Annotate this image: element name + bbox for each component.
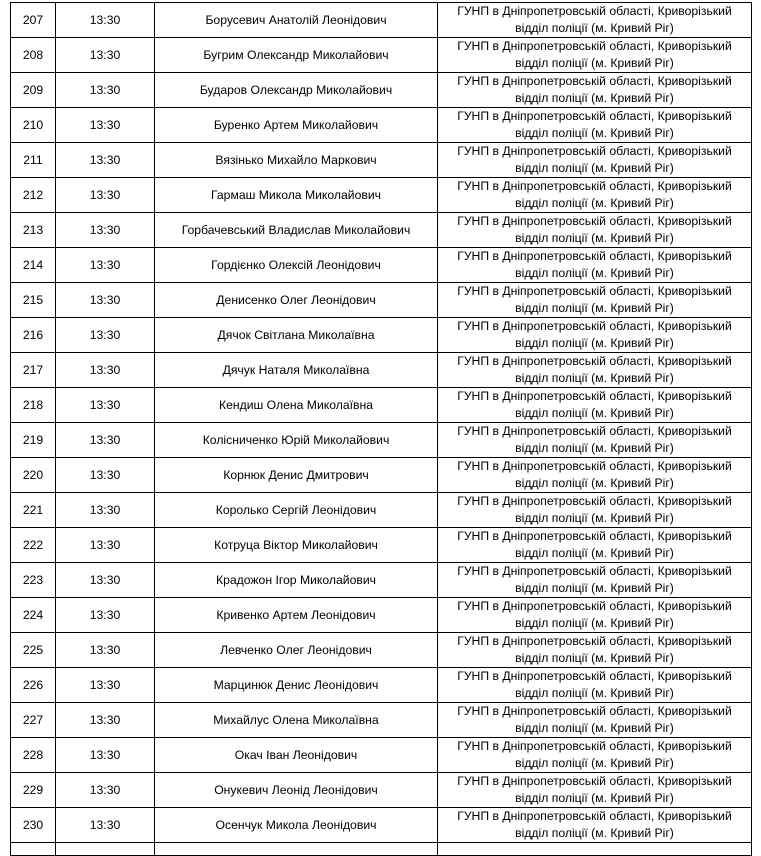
- row-number-cell: 210: [11, 108, 56, 143]
- row-number-cell: 222: [11, 528, 56, 563]
- table-row: [11, 808, 752, 843]
- time-cell: 13:30: [56, 143, 155, 178]
- department-cell: ГУНП в Дніпропетровській області, Криворізький відділ поліції (м. Кривий Ріг): [438, 283, 752, 318]
- department-cell: ГУНП в Дніпропетровській області, Криворізький відділ поліції (м. Кривий Ріг): [438, 388, 752, 423]
- full-name-cell: Горбачевський Владислав Миколайович: [155, 213, 438, 248]
- row-number-cell: 209: [11, 73, 56, 108]
- table-row: [11, 143, 752, 178]
- table-row: [11, 3, 752, 38]
- time-cell: 13:30: [56, 563, 155, 598]
- full-name-cell: Крадожон Ігор Миколайович: [155, 563, 438, 598]
- partial-cell: [438, 843, 752, 856]
- row-number-cell: 229: [11, 773, 56, 808]
- department-cell: ГУНП в Дніпропетровській області, Криворізький відділ поліції (м. Кривий Ріг): [438, 598, 752, 633]
- table-row: [11, 563, 752, 598]
- department-cell: ГУНП в Дніпропетровській області, Криворізький відділ поліції (м. Кривий Ріг): [438, 3, 752, 38]
- full-name-cell: Осенчук Микола Леонідович: [155, 808, 438, 843]
- department-cell: ГУНП в Дніпропетровській області, Криворізький відділ поліції (м. Кривий Ріг): [438, 668, 752, 703]
- full-name-cell: Корнюк Денис Дмитрович: [155, 458, 438, 493]
- table-row: [11, 353, 752, 388]
- table-row: [11, 598, 752, 633]
- department-cell: ГУНП в Дніпропетровській області, Криворізький відділ поліції (м. Кривий Ріг): [438, 528, 752, 563]
- full-name-cell: Марцинюк Денис Леонідович: [155, 668, 438, 703]
- table-row: [11, 388, 752, 423]
- time-cell: 13:30: [56, 738, 155, 773]
- row-number-cell: 224: [11, 598, 56, 633]
- document-sheet: [10, 2, 752, 856]
- department-cell: ГУНП в Дніпропетровській області, Криворізький відділ поліції (м. Кривий Ріг): [438, 353, 752, 388]
- row-number-cell: 225: [11, 633, 56, 668]
- time-cell: 13:30: [56, 528, 155, 563]
- table-row: [11, 493, 752, 528]
- row-number-cell: 214: [11, 248, 56, 283]
- time-cell: 13:30: [56, 423, 155, 458]
- row-number-cell: 228: [11, 738, 56, 773]
- row-number-cell: 211: [11, 143, 56, 178]
- time-cell: 13:30: [56, 213, 155, 248]
- time-cell: 13:30: [56, 668, 155, 703]
- time-cell: 13:30: [56, 248, 155, 283]
- row-number-cell: 226: [11, 668, 56, 703]
- full-name-cell: Гармаш Микола Миколайович: [155, 178, 438, 213]
- department-cell: ГУНП в Дніпропетровській області, Криворізький відділ поліції (м. Кривий Ріг): [438, 738, 752, 773]
- department-cell: ГУНП в Дніпропетровській області, Криворізький відділ поліції (м. Кривий Ріг): [438, 213, 752, 248]
- department-cell: ГУНП в Дніпропетровській області, Криворізький відділ поліції (м. Кривий Ріг): [438, 423, 752, 458]
- row-number-cell: 230: [11, 808, 56, 843]
- time-cell: 13:30: [56, 458, 155, 493]
- row-number-cell: 207: [11, 3, 56, 38]
- row-number-cell: 215: [11, 283, 56, 318]
- department-cell: ГУНП в Дніпропетровській області, Криворізький відділ поліції (м. Кривий Ріг): [438, 318, 752, 353]
- partial-cell: [155, 843, 438, 856]
- department-cell: ГУНП в Дніпропетровській області, Криворізький відділ поліції (м. Кривий Ріг): [438, 73, 752, 108]
- full-name-cell: Дячук Наталя Миколаївна: [155, 353, 438, 388]
- full-name-cell: Левченко Олег Леонідович: [155, 633, 438, 668]
- row-number-cell: 221: [11, 493, 56, 528]
- time-cell: 13:30: [56, 388, 155, 423]
- table-row: [11, 38, 752, 73]
- row-number-cell: 212: [11, 178, 56, 213]
- table-row: [11, 423, 752, 458]
- time-cell: 13:30: [56, 38, 155, 73]
- department-cell: ГУНП в Дніпропетровській області, Криворізький відділ поліції (м. Кривий Ріг): [438, 703, 752, 738]
- department-cell: ГУНП в Дніпропетровській області, Криворізький відділ поліції (м. Кривий Ріг): [438, 38, 752, 73]
- time-cell: 13:30: [56, 773, 155, 808]
- full-name-cell: Кривенко Артем Леонідович: [155, 598, 438, 633]
- time-cell: 13:30: [56, 353, 155, 388]
- department-cell: ГУНП в Дніпропетровській області, Криворізький відділ поліції (м. Кривий Ріг): [438, 143, 752, 178]
- full-name-cell: Котруца Віктор Миколайович: [155, 528, 438, 563]
- full-name-cell: Гордієнко Олексій Леонідович: [155, 248, 438, 283]
- department-cell: ГУНП в Дніпропетровській області, Криворізький відділ поліції (м. Кривий Ріг): [438, 458, 752, 493]
- row-number-cell: 217: [11, 353, 56, 388]
- table-row: [11, 458, 752, 493]
- full-name-cell: Дячок Світлана Миколаївна: [155, 318, 438, 353]
- table-row: [11, 668, 752, 703]
- full-name-cell: Буренко Артем Миколайович: [155, 108, 438, 143]
- time-cell: 13:30: [56, 493, 155, 528]
- row-number-cell: 218: [11, 388, 56, 423]
- table-row: [11, 318, 752, 353]
- department-cell: ГУНП в Дніпропетровській області, Криворізький відділ поліції (м. Кривий Ріг): [438, 248, 752, 283]
- full-name-cell: Кендиш Олена Миколаївна: [155, 388, 438, 423]
- partial-cell: [56, 843, 155, 856]
- full-name-cell: Колісниченко Юрій Миколайович: [155, 423, 438, 458]
- table-row: [11, 738, 752, 773]
- table-row: [11, 178, 752, 213]
- department-cell: ГУНП в Дніпропетровській області, Криворізький відділ поліції (м. Кривий Ріг): [438, 108, 752, 143]
- department-cell: ГУНП в Дніпропетровській області, Криворізький відділ поліції (м. Кривий Ріг): [438, 808, 752, 843]
- table-row: [11, 248, 752, 283]
- row-number-cell: 213: [11, 213, 56, 248]
- schedule-table: [10, 2, 752, 856]
- full-name-cell: Бугрим Олександр Миколайович: [155, 38, 438, 73]
- row-number-cell: 227: [11, 703, 56, 738]
- table-row: [11, 283, 752, 318]
- full-name-cell: Королько Сергій Леонідович: [155, 493, 438, 528]
- department-cell: ГУНП в Дніпропетровській області, Криворізький відділ поліції (м. Кривий Ріг): [438, 178, 752, 213]
- table-row-partial: [11, 843, 752, 856]
- department-cell: ГУНП в Дніпропетровській області, Криворізький відділ поліції (м. Кривий Ріг): [438, 563, 752, 598]
- row-number-cell: 208: [11, 38, 56, 73]
- table-row: [11, 73, 752, 108]
- table-row: [11, 703, 752, 738]
- full-name-cell: Михайлус Олена Миколаївна: [155, 703, 438, 738]
- department-cell: ГУНП в Дніпропетровській області, Криворізький відділ поліції (м. Кривий Ріг): [438, 633, 752, 668]
- table-row: [11, 213, 752, 248]
- department-cell: ГУНП в Дніпропетровській області, Криворізький відділ поліції (м. Кривий Ріг): [438, 773, 752, 808]
- table-row: [11, 773, 752, 808]
- full-name-cell: Денисенко Олег Леонідович: [155, 283, 438, 318]
- table-row: [11, 633, 752, 668]
- time-cell: 13:30: [56, 318, 155, 353]
- time-cell: 13:30: [56, 703, 155, 738]
- time-cell: 13:30: [56, 633, 155, 668]
- time-cell: 13:30: [56, 108, 155, 143]
- department-cell: ГУНП в Дніпропетровській області, Криворізький відділ поліції (м. Кривий Ріг): [438, 493, 752, 528]
- time-cell: 13:30: [56, 283, 155, 318]
- time-cell: 13:30: [56, 3, 155, 38]
- time-cell: 13:30: [56, 808, 155, 843]
- full-name-cell: Борусевич Анатолій Леонідович: [155, 3, 438, 38]
- table-row: [11, 108, 752, 143]
- full-name-cell: Онукевич Леонід Леонідович: [155, 773, 438, 808]
- time-cell: 13:30: [56, 598, 155, 633]
- row-number-cell: 219: [11, 423, 56, 458]
- schedule-table-body: [11, 3, 752, 856]
- row-number-cell: 223: [11, 563, 56, 598]
- full-name-cell: Бударов Олександр Миколайович: [155, 73, 438, 108]
- full-name-cell: Вязінько Михайло Маркович: [155, 143, 438, 178]
- full-name-cell: Окач Іван Леонідович: [155, 738, 438, 773]
- time-cell: 13:30: [56, 73, 155, 108]
- row-number-cell: 220: [11, 458, 56, 493]
- partial-cell: [11, 843, 56, 856]
- time-cell: 13:30: [56, 178, 155, 213]
- row-number-cell: 216: [11, 318, 56, 353]
- table-row: [11, 528, 752, 563]
